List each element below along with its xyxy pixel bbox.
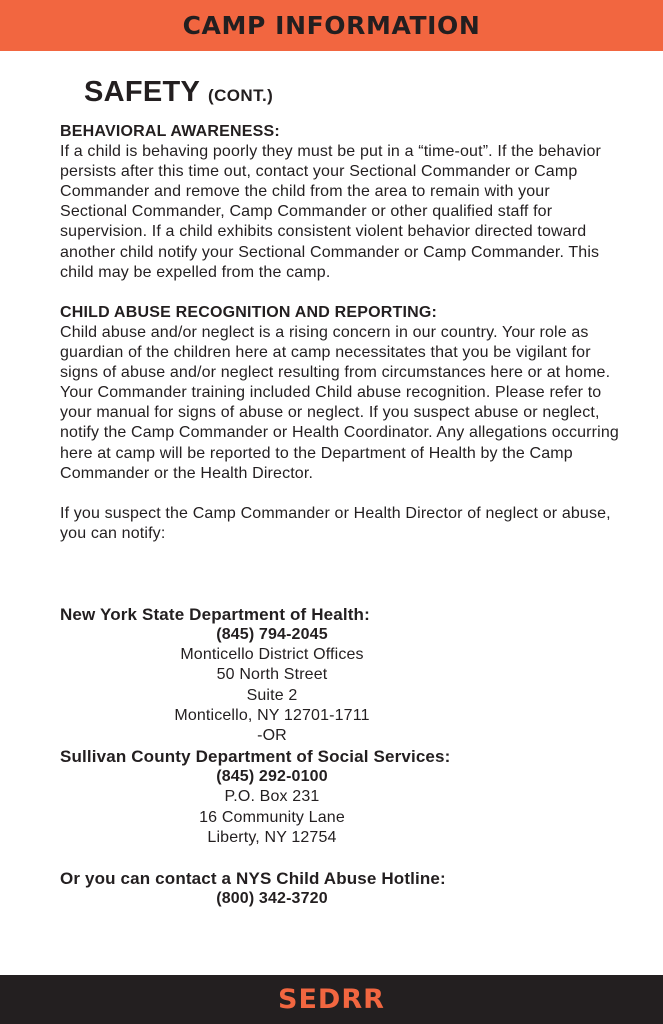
nys-health-phone: (845) 794-2045 — [216, 626, 328, 643]
nys-health-line3: Suite 2 — [246, 686, 298, 704]
sullivan-phone: (845) 292-0100 — [216, 768, 328, 786]
hotline-name: Or you can contact a NYS Child Abuse Hotline: — [60, 869, 446, 889]
header-banner — [0, 0, 663, 51]
section-subtitle: (CONT.) — [208, 86, 274, 105]
child-abuse-text: Child abuse and/or neglect is a rising concern in our country. Your role as guardian of the children here at camp necessitates that you be vigilant for signs of abuse and/or neglect resulting from circumstances here or at home. Your Commander training included Child abuse recognition. Please refer to your manual for signs of abuse or neglect. If you suspect abuse or neglect, notify the Camp Commander or Health Coordinator. Any allegations occurring here at camp will be reported to the Department of Health by the Camp Commander or the Health Director. — [60, 323, 619, 482]
behavioral-awareness-text: If a child is behaving poorly they must be put in a “time-out”. If the behavior persists after this time out, contact your Sectional Commander or Camp Commander and remove the child from the area to remain with your Sectional Commander, Camp Commander or other qualified staff for supervision. If a child exhibits consistent violent behavior directed toward another child notify your Sectional Commander or Camp Commander. This child may be expelled from the camp. — [60, 143, 602, 281]
hotline-address — [0, 889, 552, 909]
nys-health-line1: Monticello District Offices — [180, 646, 364, 664]
sullivan-line1: P.O. Box 231 — [224, 788, 320, 806]
sullivan-line3: Liberty, NY 12754 — [207, 828, 337, 846]
contacts — [60, 604, 620, 909]
child-abuse-heading: CHILD ABUSE RECOGNITION AND REPORTING: — [60, 303, 438, 321]
sullivan-name: Sullivan County Department of Social Services: — [60, 747, 451, 767]
sedrr-logo: SEDRR — [278, 984, 385, 1015]
nys-health-address — [0, 625, 552, 746]
body-text — [60, 122, 620, 544]
footer-bar — [0, 975, 663, 1024]
section-title-text: SAFETY — [84, 76, 200, 108]
hotline-phone: (800) 342-3720 — [216, 890, 328, 908]
nys-health-name: New York State Department of Health: — [60, 605, 370, 624]
header-title: CAMP INFORMATION — [182, 11, 481, 40]
sullivan-address — [0, 767, 552, 848]
nys-health-line2: 50 North Street — [216, 666, 328, 684]
nys-health-line4: Monticello, NY 12701-1711 — [174, 706, 370, 724]
or-separator: -OR — [257, 727, 287, 745]
suspect-text: If you suspect the Camp Commander or Health Director of neglect or abuse, you can notify: — [60, 504, 611, 542]
section-title — [84, 76, 273, 109]
behavioral-awareness-heading: BEHAVIORAL AWARENESS: — [60, 123, 280, 140]
sullivan-line2: 16 Community Lane — [199, 808, 345, 826]
